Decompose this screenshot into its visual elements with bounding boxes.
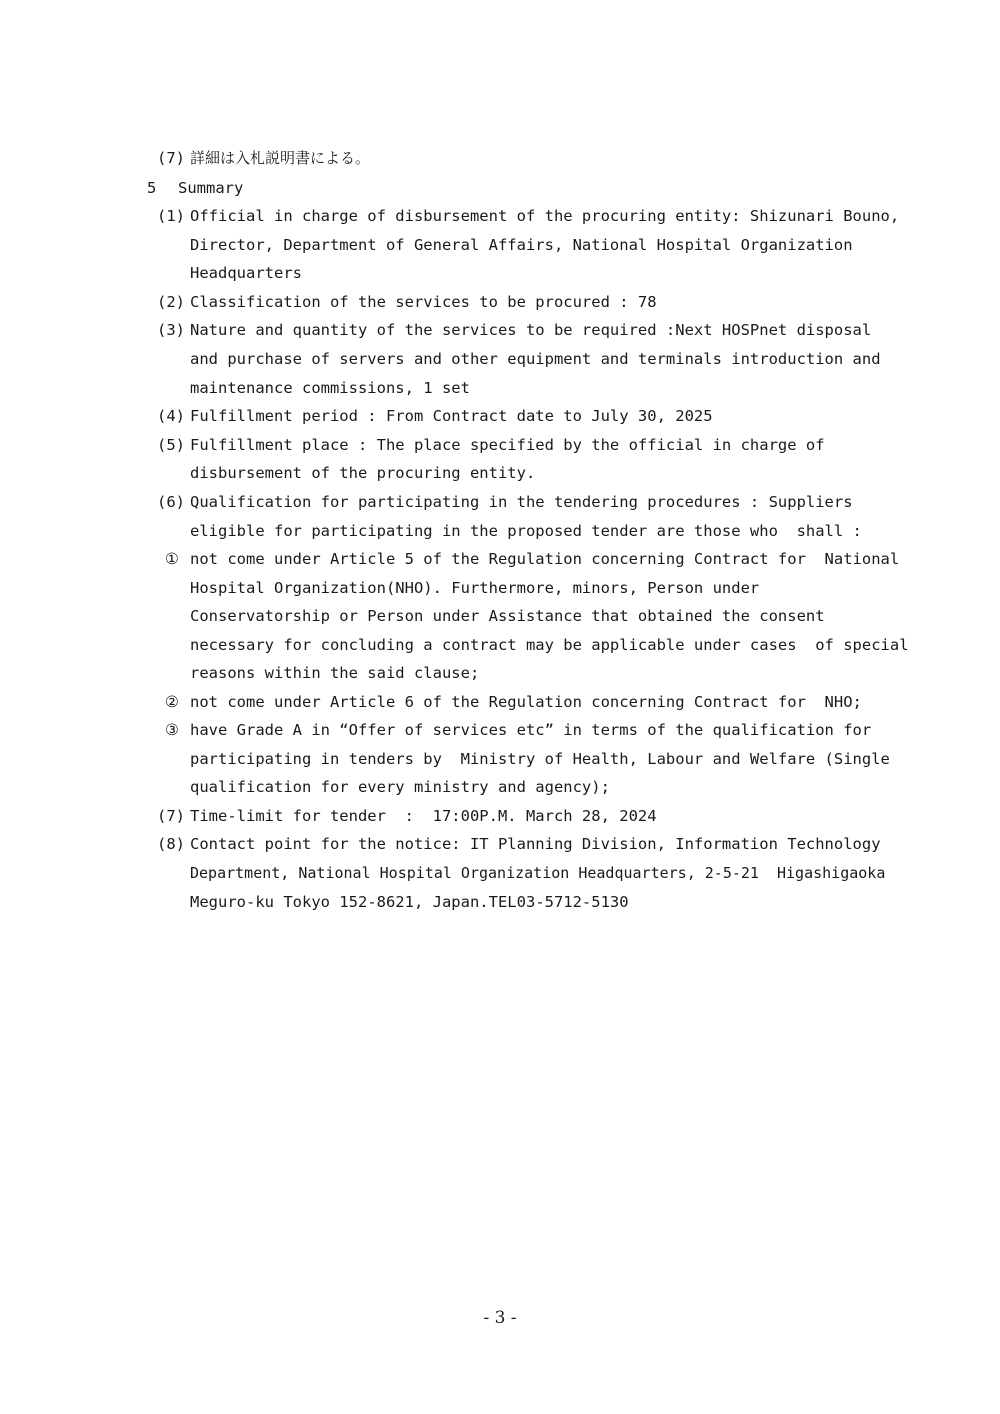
sub-item-marker: ② — [165, 693, 179, 711]
item-marker: (6) — [157, 493, 185, 511]
section-title: Summary — [178, 179, 244, 197]
item-marker: (1) — [157, 207, 185, 225]
sub-item-text: have Grade A in “Offer of services etc” in terms of the qualification for — [190, 721, 872, 739]
item-marker: (4) — [157, 407, 185, 425]
item-text: disbursement of the procuring entity. — [190, 464, 536, 482]
item-text: Qualification for participating in the tendering procedures : Suppliers — [190, 493, 853, 511]
sub-item-text: qualification for every ministry and agency); — [190, 778, 610, 796]
page-number: - 3 - — [483, 1308, 517, 1328]
item-text: Meguro-ku Tokyo 152-8621, Japan.TEL03-5712-5130 — [190, 893, 629, 911]
item-marker: (7) — [157, 807, 185, 825]
sub-item-text: necessary for concluding a contract may be applicable under cases of special — [190, 636, 909, 654]
section-number: 5 — [147, 179, 157, 197]
sub-item-marker: ① — [165, 550, 179, 568]
item-marker: (2) — [157, 293, 185, 311]
item-marker: (7) — [157, 149, 185, 167]
item-text: maintenance commissions, 1 set — [190, 379, 470, 397]
item-text: Director, Department of General Affairs, National Hospital Organization — [190, 236, 853, 254]
item-text: Fulfillment place : The place specified by the official in charge of — [190, 436, 825, 454]
sub-item-text: reasons within the said clause; — [190, 664, 480, 682]
item-text: Headquarters — [190, 264, 302, 282]
item-marker: (3) — [157, 321, 185, 339]
item-text: Nature and quantity of the services to be required :Next HOSPnet disposal — [190, 321, 872, 339]
item-text: Classification of the services to be procured : 78 — [190, 293, 657, 311]
item-text: Time-limit for tender : 17:00P.M. March 28, 2024 — [190, 807, 657, 825]
item-marker: (5) — [157, 436, 185, 454]
item-text: Contact point for the notice: IT Planning Division, Information Technology — [190, 835, 881, 853]
sub-item-marker: ③ — [165, 721, 179, 739]
sub-item-text: not come under Article 5 of the Regulation concerning Contract for National — [190, 550, 900, 568]
sub-item-text: participating in tenders by Ministry of Health, Labour and Welfare (Single — [190, 750, 890, 768]
item-text: Official in charge of disbursement of the procuring entity: Shizunari Bouno, — [190, 207, 900, 225]
sub-item-text: Hospital Organization(NHO). Furthermore, minors, Person under — [190, 579, 760, 597]
item-text: Department, National Hospital Organization Headquarters, 2-5-21 Higashigaoka — [190, 864, 886, 882]
item-text: and purchase of servers and other equipment and terminals introduction and — [190, 350, 881, 368]
item-text: eligible for participating in the proposed tender are those who shall : — [190, 522, 862, 540]
sub-item-text: not come under Article 6 of the Regulation concerning Contract for NHO; — [190, 693, 862, 711]
sub-item-text: Conservatorship or Person under Assistance that obtained the consent — [190, 607, 825, 625]
item-text: Fulfillment period : From Contract date to July 30, 2025 — [190, 407, 713, 425]
item-marker: (8) — [157, 835, 185, 853]
item-text: 詳細は入札説明書による。 — [190, 149, 371, 167]
